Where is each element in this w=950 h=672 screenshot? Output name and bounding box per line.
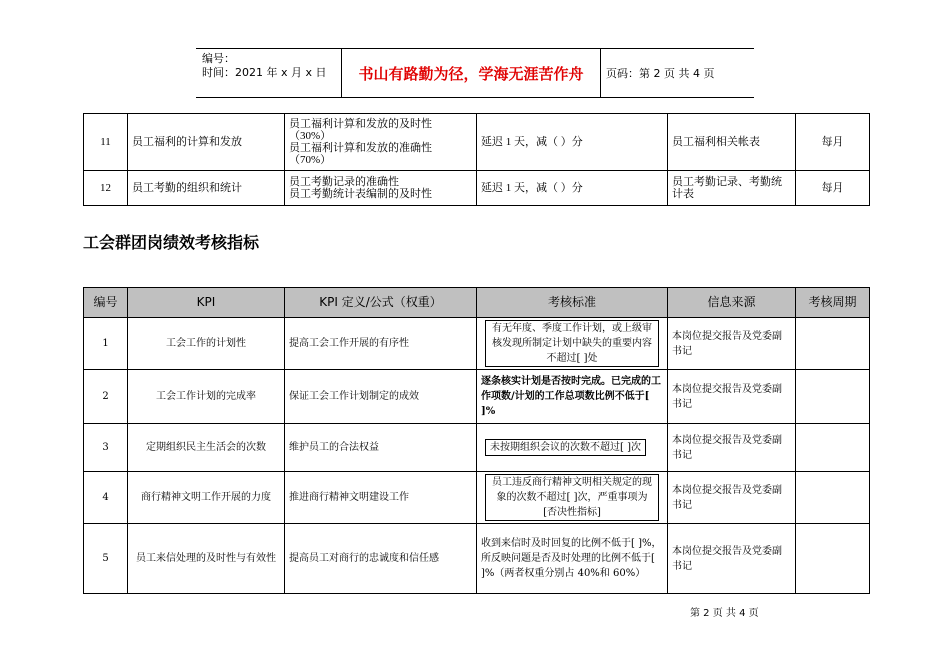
row-period: 每月 xyxy=(796,114,870,171)
definition-line: 员工福利计算和发放的准确性 xyxy=(289,142,432,154)
row-kpi: 工会工作的计划性 xyxy=(128,318,285,370)
row-definition: 提高工会工作开展的有序性 xyxy=(285,318,477,370)
definition-line: 员工考勤统计表编制的及时性 xyxy=(289,188,432,200)
row-standard: 延迟 1 天，减（ ）分 xyxy=(477,114,668,171)
row-id: 1 xyxy=(84,318,128,370)
header-id: 编号 xyxy=(84,288,128,318)
header-standard: 考核标准 xyxy=(477,288,668,318)
row-source: 本岗位提交报告及党委副书记 xyxy=(668,424,796,472)
row-id: 4 xyxy=(84,472,128,524)
row-id: 11 xyxy=(84,114,128,171)
header-meta xyxy=(196,49,342,97)
page-footer: 第 2 页 共 4 页 xyxy=(690,608,759,619)
page-header xyxy=(196,48,754,98)
row-name: 员工福利的计算和发放 xyxy=(128,114,285,171)
row-kpi: 商行精神文明工作开展的力度 xyxy=(128,472,285,524)
row-id: 2 xyxy=(84,370,128,424)
standard-text: 有无年度、季度工作计划，或上级审核发现所制定计划中缺失的重要内容不超过[ ]处 xyxy=(485,320,659,367)
definition-line: 员工考勤记录的准确性 xyxy=(289,176,399,188)
row-definition xyxy=(285,114,477,171)
table-row xyxy=(84,370,870,424)
header-definition: KPI 定义/公式（权重） xyxy=(285,288,477,318)
definition-line: 员工福利计算和发放的及时性 xyxy=(289,118,432,130)
row-source: 员工福利相关帐表 xyxy=(668,114,796,171)
header-page-label: 页码：第 2 页 共 4 页 xyxy=(606,67,715,80)
header-period: 考核周期 xyxy=(796,288,870,318)
row-id: 5 xyxy=(84,524,128,594)
row-kpi: 员工来信处理的及时性与有效性 xyxy=(128,524,285,594)
row-name: 员工考勤的组织和统计 xyxy=(128,171,285,206)
row-definition: 推进商行精神文明建设工作 xyxy=(285,472,477,524)
definition-line: （30%） xyxy=(289,130,332,142)
union-kpi-table xyxy=(83,287,870,594)
row-period xyxy=(796,424,870,472)
row-standard: 延迟 1 天，减（ ）分 xyxy=(477,171,668,206)
row-source: 本岗位提交报告及党委副书记 xyxy=(668,472,796,524)
row-standard xyxy=(477,472,668,524)
table-row xyxy=(84,114,870,171)
row-period xyxy=(796,524,870,594)
standard-text: 未按期组织会议的次数不超过[ ]次 xyxy=(485,439,646,456)
row-id: 3 xyxy=(84,424,128,472)
section-title: 工会群团岗绩效考核指标 xyxy=(83,233,260,252)
header-source: 信息来源 xyxy=(668,288,796,318)
row-period xyxy=(796,318,870,370)
row-source: 本岗位提交报告及党委副书记 xyxy=(668,524,796,594)
row-kpi: 工会工作计划的完成率 xyxy=(128,370,285,424)
row-source: 本岗位提交报告及党委副书记 xyxy=(668,370,796,424)
row-definition: 维护员工的合法权益 xyxy=(285,424,477,472)
standard-text: 员工违反商行精神文明相关规定的现象的次数不超过[ ]次，严重事项为[否决性指标] xyxy=(485,474,659,521)
header-number-label: 编号： xyxy=(202,52,235,65)
header-time-label: 时间：2021 年 x 月 x 日 xyxy=(202,66,327,79)
header-kpi: KPI xyxy=(128,288,285,318)
row-kpi: 定期组织民主生活会的次数 xyxy=(128,424,285,472)
row-source: 本岗位提交报告及党委副书记 xyxy=(668,318,796,370)
row-id: 12 xyxy=(84,171,128,206)
table-header-row xyxy=(84,288,870,318)
table-row xyxy=(84,524,870,594)
row-standard: 收到来信时及时回复的比例不低于[ ]%，所反映问题是否及时处理的比例不低于[ ]%（两者权重分别占 40%和 60%） xyxy=(477,524,668,594)
row-standard xyxy=(477,424,668,472)
hr-kpi-table-continued xyxy=(83,113,870,206)
table-row xyxy=(84,318,870,370)
table-row xyxy=(84,472,870,524)
row-definition xyxy=(285,171,477,206)
row-definition: 保证工会工作计划制定的成效 xyxy=(285,370,477,424)
row-period: 每月 xyxy=(796,171,870,206)
header-motto: 书山有路勤为径，学海无涯苦作舟 xyxy=(342,49,601,97)
table-row xyxy=(84,171,870,206)
table-row xyxy=(84,424,870,472)
row-standard: 逐条核实计划是否按时完成。已完成的工作项数/计划的工作总项数比例不低于[ ]% xyxy=(477,370,668,424)
row-standard xyxy=(477,318,668,370)
row-source: 员工考勤记录、考勤统计表 xyxy=(668,171,796,206)
definition-line: （70%） xyxy=(289,154,332,166)
row-definition: 提高员工对商行的忠诚度和信任感 xyxy=(285,524,477,594)
row-period xyxy=(796,472,870,524)
row-period xyxy=(796,370,870,424)
